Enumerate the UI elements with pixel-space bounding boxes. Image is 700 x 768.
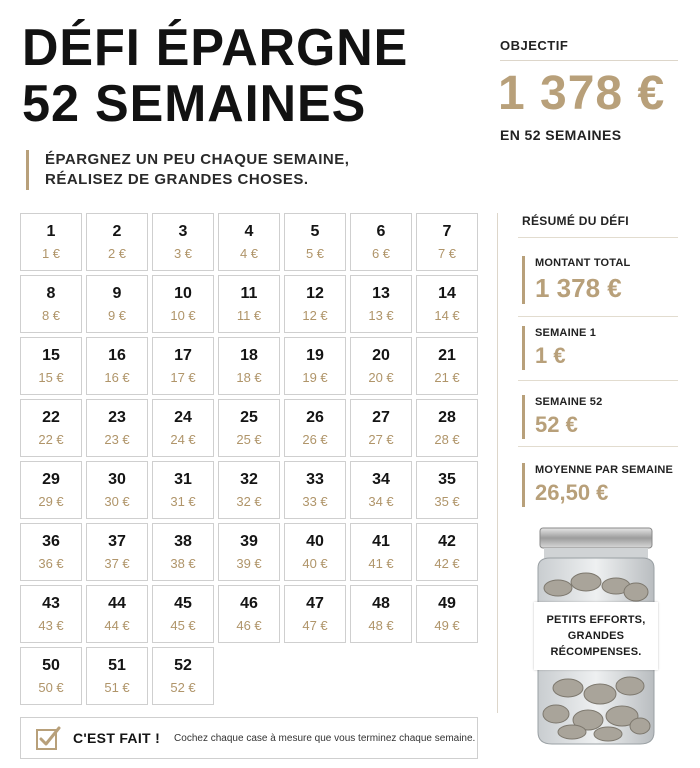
week-number: 41 [372, 532, 390, 550]
week-amount: 50 € [38, 679, 64, 695]
week-number: 37 [108, 532, 126, 550]
week-number: 33 [306, 470, 324, 488]
week-amount: 10 € [170, 307, 196, 323]
week-cell-37[interactable] [86, 523, 148, 581]
week-amount: 37 € [104, 555, 130, 571]
week-amount: 34 € [368, 493, 394, 509]
week-cell-51[interactable] [86, 647, 148, 705]
week-amount: 17 € [170, 369, 196, 385]
week-cell-3[interactable] [152, 213, 214, 271]
week-number: 38 [174, 532, 192, 550]
week-number: 46 [240, 594, 258, 612]
subtitle-line-2: RÉALISEZ DE GRANDES CHOSES. [45, 171, 309, 188]
week-number: 50 [42, 656, 60, 674]
subtitle [26, 150, 349, 190]
week-amount: 6 € [371, 245, 391, 261]
week-cell-31[interactable] [152, 461, 214, 519]
week-cell-26[interactable] [284, 399, 346, 457]
week-number: 27 [372, 408, 390, 426]
week-amount: 48 € [368, 617, 394, 633]
week-cell-11[interactable] [218, 275, 280, 333]
week-cell-47[interactable] [284, 585, 346, 643]
week-amount: 41 € [368, 555, 394, 571]
week-cell-29[interactable] [20, 461, 82, 519]
week-cell-34[interactable] [350, 461, 412, 519]
page-title [22, 20, 408, 132]
week-cell-2[interactable] [86, 213, 148, 271]
week-number: 52 [174, 656, 192, 674]
week-cell-5[interactable] [284, 213, 346, 271]
stat-week-1-value: 1 € [535, 343, 566, 368]
week-number: 18 [240, 346, 258, 364]
stat-week-52 [522, 395, 602, 439]
stat-average-label: MOYENNE PAR SEMAINE [535, 464, 674, 476]
week-amount: 19 € [302, 369, 328, 385]
week-number: 7 [442, 222, 452, 240]
week-amount: 11 € [236, 307, 262, 323]
week-number: 24 [174, 408, 192, 426]
week-cell-4[interactable] [218, 213, 280, 271]
weeks-grid [20, 213, 478, 705]
week-cell-25[interactable] [218, 399, 280, 457]
week-amount: 16 € [104, 369, 130, 385]
week-number: 49 [438, 594, 456, 612]
week-cell-22[interactable] [20, 399, 82, 457]
week-amount: 44 € [104, 617, 130, 633]
week-amount: 43 € [38, 617, 64, 633]
stat-average-value: 26,50 € [535, 480, 609, 505]
week-number: 11 [240, 284, 258, 302]
week-number: 4 [244, 222, 254, 240]
week-cell-6[interactable] [350, 213, 412, 271]
week-number: 44 [108, 594, 126, 612]
coin-jar-illustration [528, 526, 664, 748]
week-amount: 28 € [434, 431, 460, 447]
week-amount: 51 € [104, 679, 130, 695]
week-cell-52[interactable] [152, 647, 214, 705]
week-amount: 32 € [236, 493, 262, 509]
week-number: 30 [108, 470, 126, 488]
week-amount: 40 € [302, 555, 328, 571]
week-amount: 35 € [434, 493, 460, 509]
objective-divider [500, 60, 678, 61]
week-number: 20 [372, 346, 390, 364]
week-amount: 29 € [38, 493, 64, 509]
week-cell-7[interactable] [416, 213, 478, 271]
week-number: 34 [372, 470, 390, 488]
stat-total-label: MONTANT TOTAL [535, 257, 631, 269]
week-number: 45 [174, 594, 192, 612]
week-cell-10[interactable] [152, 275, 214, 333]
week-cell-30[interactable] [86, 461, 148, 519]
week-number: 31 [174, 470, 192, 488]
week-amount: 9 € [107, 307, 127, 323]
week-amount: 49 € [434, 617, 460, 633]
week-amount: 42 € [434, 555, 460, 571]
title-line-2: 52 SEMAINES [22, 75, 367, 133]
week-number: 42 [438, 532, 456, 550]
week-cell-21[interactable] [416, 337, 478, 395]
week-amount: 13 € [368, 307, 394, 323]
week-amount: 12 € [302, 307, 328, 323]
stat-week-52-label: SEMAINE 52 [535, 396, 603, 408]
week-amount: 45 € [170, 617, 196, 633]
week-amount: 39 € [236, 555, 262, 571]
jar-label [534, 602, 658, 670]
week-cell-49[interactable] [416, 585, 478, 643]
week-number: 51 [108, 656, 126, 674]
week-amount: 27 € [368, 431, 394, 447]
week-cell-9[interactable] [86, 275, 148, 333]
week-number: 9 [112, 284, 122, 302]
summary-divider [518, 446, 678, 447]
week-cell-12[interactable] [284, 275, 346, 333]
week-number: 23 [108, 408, 126, 426]
week-amount: 8 € [41, 307, 61, 323]
stat-average [522, 463, 673, 507]
checkbox-checked-icon [35, 725, 61, 751]
week-number: 14 [438, 284, 456, 302]
week-cell-1[interactable] [20, 213, 82, 271]
week-amount: 47 € [302, 617, 328, 633]
footer-hint: Cochez chaque case à mesure que vous terminez chaque semaine. [174, 732, 476, 744]
week-amount: 3 € [173, 245, 193, 261]
week-amount: 25 € [236, 431, 262, 447]
week-cell-28[interactable] [416, 399, 478, 457]
objective-value: 1 378 € [498, 67, 666, 120]
week-amount: 20 € [368, 369, 394, 385]
week-amount: 30 € [104, 493, 130, 509]
week-cell-44[interactable] [86, 585, 148, 643]
week-number: 48 [372, 594, 390, 612]
week-cell-38[interactable] [152, 523, 214, 581]
week-number: 39 [240, 532, 258, 550]
week-number: 17 [174, 346, 192, 364]
week-amount: 18 € [236, 369, 262, 385]
objective-subtitle: EN 52 SEMAINES [500, 127, 622, 143]
summary-divider [518, 316, 678, 317]
week-number: 40 [306, 532, 324, 550]
week-amount: 23 € [104, 431, 130, 447]
vertical-divider [497, 213, 498, 713]
week-number: 35 [438, 470, 456, 488]
week-number: 22 [42, 408, 60, 426]
week-number: 29 [42, 470, 60, 488]
week-cell-17[interactable] [152, 337, 214, 395]
objective-label: OBJECTIF [500, 38, 569, 53]
week-number: 36 [42, 532, 60, 550]
stat-week-1-label: SEMAINE 1 [535, 327, 597, 339]
week-number: 1 [46, 222, 56, 240]
week-cell-15[interactable] [20, 337, 82, 395]
week-cell-14[interactable] [416, 275, 478, 333]
week-number: 19 [306, 346, 324, 364]
week-number: 43 [42, 594, 60, 612]
week-amount: 21 € [434, 369, 460, 385]
week-amount: 38 € [170, 555, 196, 571]
week-cell-42[interactable] [416, 523, 478, 581]
week-number: 5 [310, 222, 320, 240]
week-number: 26 [306, 408, 324, 426]
stat-week-52-value: 52 € [535, 412, 578, 437]
week-number: 12 [306, 284, 324, 302]
summary-divider [518, 237, 678, 238]
subtitle-line-1: ÉPARGNEZ UN PEU CHAQUE SEMAINE, [45, 151, 350, 168]
done-label: C'EST FAIT ! [73, 730, 161, 746]
week-number: 21 [438, 346, 456, 364]
week-cell-48[interactable] [350, 585, 412, 643]
week-number: 13 [372, 284, 390, 302]
week-number: 6 [376, 222, 386, 240]
week-cell-43[interactable] [20, 585, 82, 643]
week-number: 47 [306, 594, 324, 612]
week-cell-40[interactable] [284, 523, 346, 581]
week-amount: 24 € [170, 431, 196, 447]
week-cell-13[interactable] [350, 275, 412, 333]
jar-label-line-2: GRANDES RÉCOMPENSES. [550, 630, 642, 658]
week-amount: 22 € [38, 431, 64, 447]
week-cell-18[interactable] [218, 337, 280, 395]
week-cell-8[interactable] [20, 275, 82, 333]
week-number: 8 [46, 284, 56, 302]
week-amount: 14 € [434, 307, 460, 323]
stat-week-1 [522, 326, 596, 370]
week-cell-36[interactable] [20, 523, 82, 581]
week-amount: 26 € [302, 431, 328, 447]
week-amount: 5 € [305, 245, 325, 261]
summary-divider [518, 380, 678, 381]
week-amount: 52 € [170, 679, 196, 695]
week-cell-35[interactable] [416, 461, 478, 519]
week-cell-24[interactable] [152, 399, 214, 457]
stat-total-value: 1 378 € [535, 273, 622, 303]
week-cell-46[interactable] [218, 585, 280, 643]
jar-label-line-1: PETITS EFFORTS, [546, 614, 646, 626]
week-cell-33[interactable] [284, 461, 346, 519]
week-cell-20[interactable] [350, 337, 412, 395]
week-cell-19[interactable] [284, 337, 346, 395]
week-cell-50[interactable] [20, 647, 82, 705]
week-number: 10 [174, 284, 192, 302]
week-number: 3 [178, 222, 188, 240]
week-cell-16[interactable] [86, 337, 148, 395]
title-line-1: DÉFI ÉPARGNE [22, 19, 409, 77]
week-number: 2 [112, 222, 122, 240]
week-number: 16 [108, 346, 126, 364]
week-amount: 2 € [107, 245, 127, 261]
week-cell-27[interactable] [350, 399, 412, 457]
week-cell-41[interactable] [350, 523, 412, 581]
week-amount: 31 € [170, 493, 196, 509]
week-number: 28 [438, 408, 456, 426]
week-amount: 36 € [38, 555, 64, 571]
week-amount: 33 € [302, 493, 328, 509]
week-amount: 1 € [41, 245, 61, 261]
stat-total [522, 256, 630, 304]
week-amount: 7 € [437, 245, 457, 261]
week-cell-45[interactable] [152, 585, 214, 643]
week-number: 32 [240, 470, 258, 488]
summary-title: RÉSUMÉ DU DÉFI [522, 214, 629, 228]
week-amount: 4 € [239, 245, 259, 261]
footer-note [20, 717, 478, 759]
week-cell-39[interactable] [218, 523, 280, 581]
week-amount: 15 € [38, 369, 64, 385]
week-cell-32[interactable] [218, 461, 280, 519]
week-number: 15 [42, 346, 60, 364]
week-amount: 46 € [236, 617, 262, 633]
week-cell-23[interactable] [86, 399, 148, 457]
week-number: 25 [240, 408, 258, 426]
